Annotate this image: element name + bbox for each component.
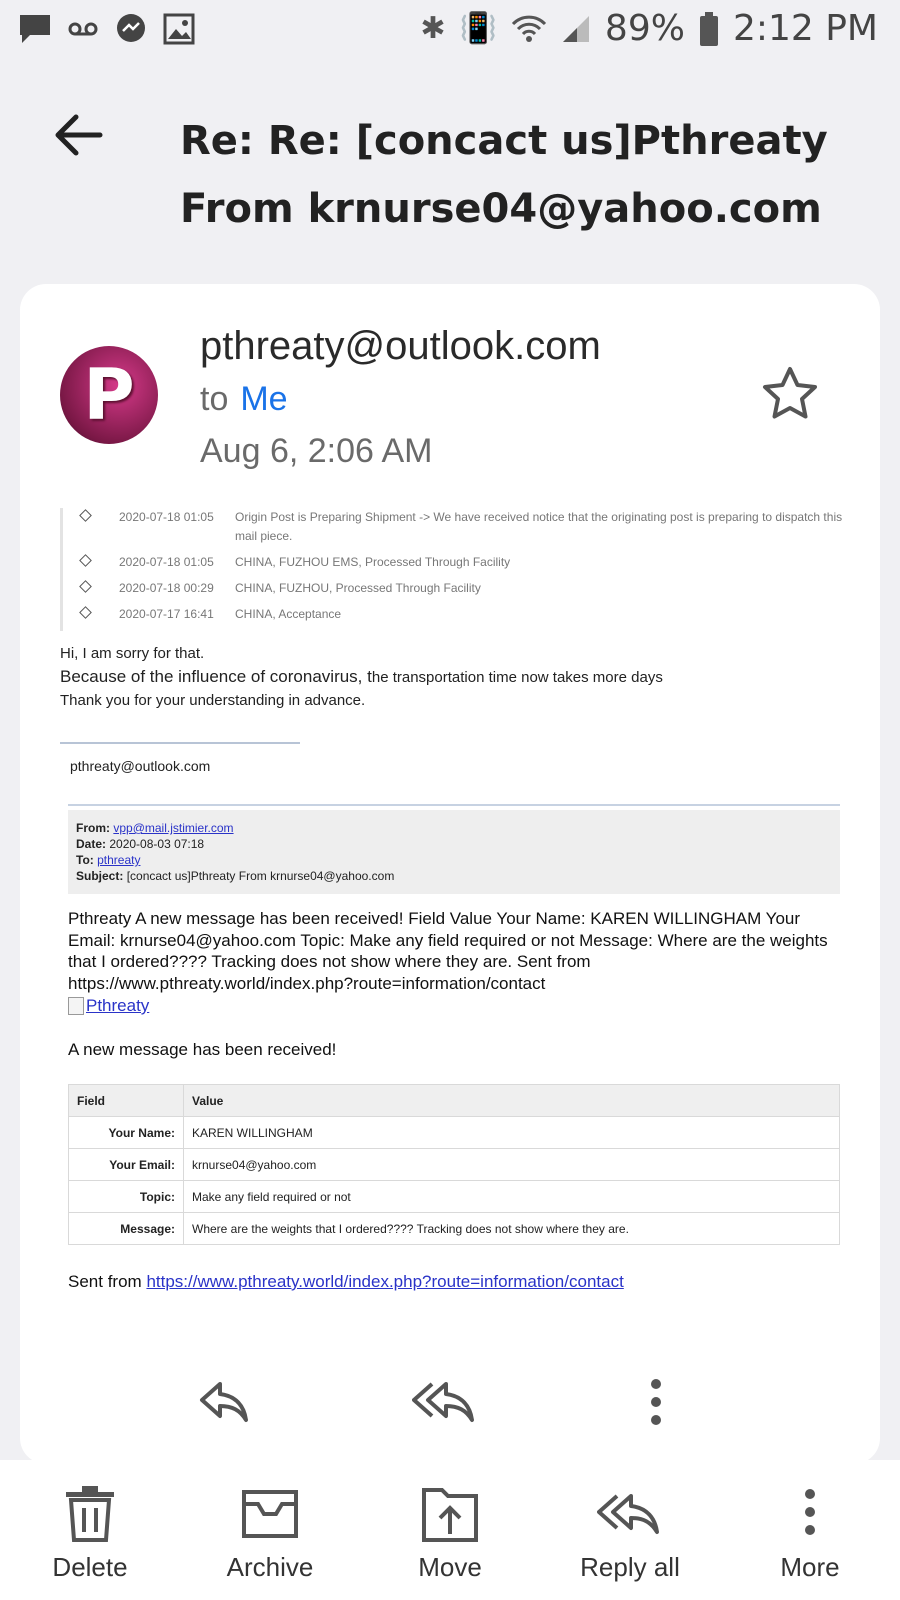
timeline-dot-icon [79,580,92,593]
email-card [20,284,880,1464]
field-value: Make any field required or not [184,1181,840,1213]
field-name: Message: [69,1213,184,1245]
timeline-dot-icon [79,509,92,522]
inline-actions [20,1372,880,1432]
image-icon [162,12,196,46]
messenger-icon [114,12,148,46]
reply-button[interactable] [196,1372,256,1432]
new-message-heading: A new message has been received! [68,1040,337,1059]
more-vertical-icon [636,1372,676,1432]
reply-text-large: Because of the influence of coronavirus, t [60,667,372,686]
reply-line [60,665,840,689]
delete-button[interactable] [20,1484,160,1583]
sent-from-label: Sent from [68,1272,142,1291]
reply-line: Hi, I am sorry for that. [60,645,205,662]
arrow-left-icon [48,105,108,165]
field-name: Your Name: [69,1117,184,1149]
fwd-from-row [76,820,832,836]
trash-icon [62,1484,118,1544]
tracking-row [83,553,843,572]
reply-all-label: Reply all [580,1552,680,1582]
avatar[interactable] [60,346,158,444]
bluetooth-icon: ✱ [420,11,446,46]
reply-all-button[interactable] [560,1484,700,1583]
sent-from-link[interactable]: https://www.pthreaty.world/index.php?route=information/contact [146,1272,624,1291]
fwd-to-label: To: [76,853,94,867]
timeline-dot-icon [79,554,92,567]
more-vertical-icon [790,1484,830,1544]
battery-icon [699,12,719,46]
sender-address: pthreaty@outlook.com [200,324,601,368]
wifi-icon [511,14,547,44]
tracking-desc: CHINA, Acceptance [235,607,342,621]
table-row [69,1149,840,1181]
overflow-menu-button[interactable] [636,1372,696,1432]
reply-all-icon [412,1372,478,1432]
timeline-dot-icon [79,606,92,619]
move-button[interactable] [380,1484,520,1583]
email-date: Aug 6, 2:06 AM [200,432,433,470]
signal-icon [561,14,591,44]
archive-icon [240,1484,300,1544]
to-prefix: to [200,380,229,418]
field-value: Where are the weights that I ordered???? Tracking does not show where they are. [184,1213,840,1245]
tracking-desc: CHINA, FUZHOU EMS, Processed Through Facility [235,555,511,569]
tracking-time: 2020-07-18 01:05 [119,555,214,569]
quote-divider [68,804,840,806]
fwd-to-row [76,852,832,868]
table-header: Field [69,1085,184,1117]
tracking-desc: CHINA, FUZHOU, Processed Through Facility [235,581,481,595]
reply-icon [196,1372,256,1432]
reply-line: Thank you for your understanding in advance. [60,692,366,709]
reply-body [60,642,840,712]
fwd-subject-label: Subject: [76,869,124,883]
reply-all-icon [597,1484,663,1544]
table-row [69,1117,840,1149]
table-row [69,1181,840,1213]
tracking-row [83,579,843,598]
fwd-date-value: 2020-08-03 07:18 [109,837,205,851]
fwd-subject-row [76,868,832,884]
pthreaty-image-link[interactable] [68,996,149,1016]
field-name: Topic: [69,1181,184,1213]
star-button[interactable] [760,364,820,424]
sent-from-line [68,1272,624,1292]
more-button[interactable] [740,1484,880,1583]
field-value: krnurse04@yahoo.com [184,1149,840,1181]
fwd-date-row [76,836,832,852]
fwd-to-link[interactable]: pthreaty [97,853,141,867]
tracking-row [83,605,843,624]
message-subject: Re: Re: [concact us]Pthreaty From krnurse04@yahoo.com [180,118,828,232]
form-fields-table [68,1084,840,1245]
table-header-row [69,1085,840,1117]
fwd-from-label: From: [76,821,110,835]
clock: 2:12 PM [732,8,878,49]
recipient-me[interactable]: Me [240,380,288,418]
field-value: KAREN WILLINGHAM [184,1117,840,1149]
tracking-time: 2020-07-18 00:29 [119,581,214,595]
tracking-time: 2020-07-18 01:05 [119,510,214,524]
broken-image-icon [68,997,84,1015]
status-right [420,8,878,49]
fwd-date-label: Date: [76,837,107,851]
forwarded-header [68,810,840,894]
reply-all-inline-button[interactable] [412,1372,472,1432]
signature: pthreaty@outlook.com [70,758,211,774]
voicemail-icon [66,12,100,46]
star-icon [760,364,820,424]
folder-move-icon [420,1484,480,1544]
status-bar [0,0,900,60]
message-header [0,85,900,245]
table-row [69,1213,840,1245]
fwd-from-link[interactable]: vpp@mail.jstimier.com [113,821,234,835]
move-label: Move [418,1552,482,1582]
field-name: Your Email: [69,1149,184,1181]
delete-label: Delete [52,1552,128,1582]
back-button[interactable] [48,105,108,165]
tracking-row [83,508,843,546]
archive-button[interactable] [200,1484,340,1583]
table-header: Value [184,1085,840,1117]
vibrate-icon: 📳 [459,11,497,46]
avatar-letter: P [83,354,135,436]
recipient-line[interactable] [200,380,288,419]
status-left-icons [18,12,196,46]
fwd-subject-value: [concact us]Pthreaty From krnurse04@yahoo.com [126,869,395,883]
chat-icon [18,12,52,46]
battery-percent: 89% [604,8,685,49]
tracking-desc: Origin Post is Preparing Shipment -> We have received notice that the originating post is preparing to dispatch this mail piece. [235,510,843,543]
signature-divider [60,742,300,744]
bottom-action-bar [0,1460,900,1600]
reply-text-small: he transportation time now takes more days [371,669,663,686]
tracking-history [60,508,843,631]
more-label: More [780,1552,840,1582]
tracking-time: 2020-07-17 16:41 [119,607,214,621]
archive-label: Archive [226,1552,314,1582]
message-plain-text: Pthreaty A new message has been received! Field Value Your Name: KAREN WILLINGHAM Your Email: krnurse04@yahoo.com Topic: Make any field required or not Message: Where are the weights that I ordered???? Tracking does not show where they are. Sent from https://www.pthreaty.world/index.php?route=information/contact [68,909,828,993]
image-link-text: Pthreaty [86,996,150,1015]
